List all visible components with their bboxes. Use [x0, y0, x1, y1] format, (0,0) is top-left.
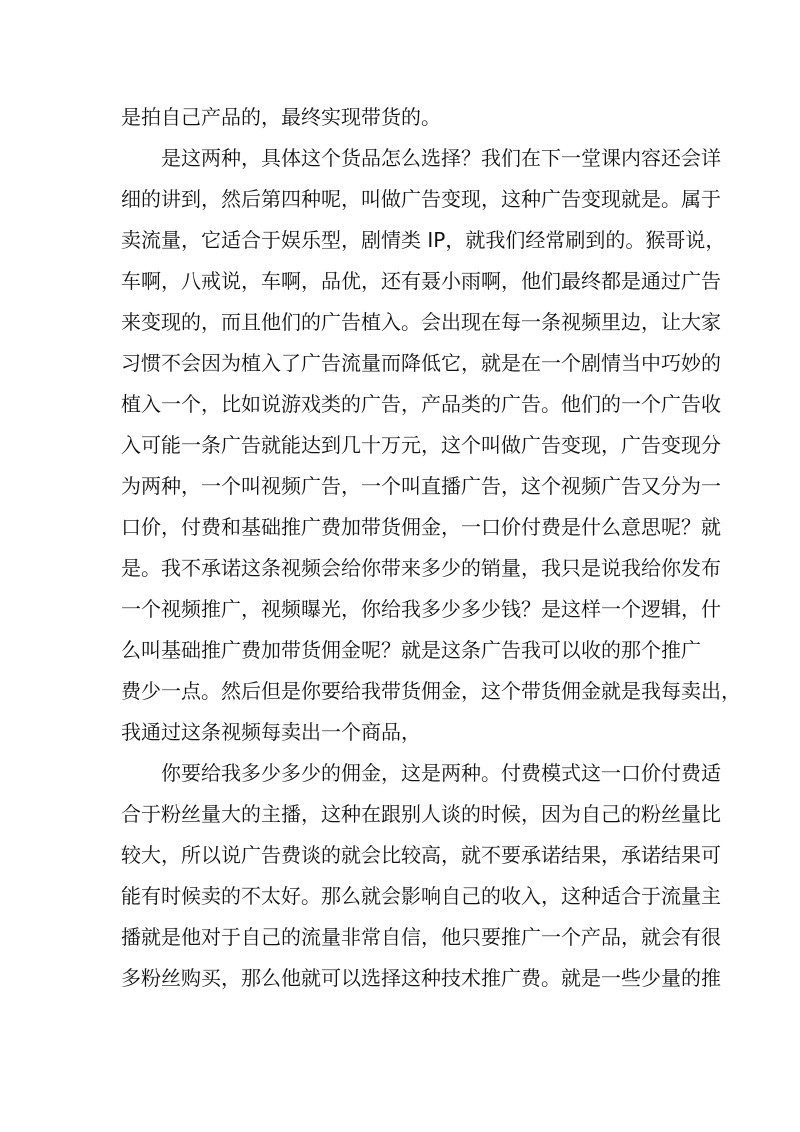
text-line: 来变现的，而且他们的广告植入。会出现在每一条视频里边，让大家 [121, 310, 721, 334]
text-line: 较大，所以说广告费谈的就会比较高，就不要承诺结果，承诺结果可 [121, 843, 721, 867]
text-line: 我通过这条视频每卖出一个商品， [121, 720, 421, 744]
text-line: 为两种，一个叫视频广告，一个叫直播广告，这个视频广告又分为一 [121, 474, 721, 498]
text-line: 车啊，八戒说，车啊，品优，还有聂小雨啊，他们最终都是通过广告 [121, 269, 721, 293]
text-line: 习惯不会因为植入了广告流量而降低它，就是在一个剧情当中巧妙的 [121, 351, 721, 375]
text-line: 一个视频推广，视频曝光，你给我多少多少钱？是这样一个逻辑，什 [121, 597, 721, 621]
text-line: 口价，付费和基础推广费加带货佣金，一口价付费是什么意思呢？就 [121, 515, 721, 539]
text-line: 能有时候卖的不太好。那么就会影响自己的收入，这种适合于流量主 [121, 884, 721, 908]
text-line: 你要给我多少多少的佣金，这是两种。付费模式这一口价付费适 [161, 761, 721, 785]
paragraph-2 [121, 138, 741, 753]
body-text [121, 97, 741, 999]
paragraph-1 [121, 97, 681, 138]
text-line: 合于粉丝量大的主播，这种在跟别人谈的时候，因为自己的粉丝量比 [121, 802, 721, 826]
text-line: 卖流量，它适合于娱乐型，剧情类 IP，就我们经常刷到的。猴哥说， [121, 228, 726, 252]
text-line: 是。我不承诺这条视频会给你带来多少的销量，我只是说我给你发布 [121, 556, 721, 580]
text-line: 植入一个，比如说游戏类的广告，产品类的广告。他们的一个广告收 [121, 392, 721, 416]
text-line: 细的讲到，然后第四种呢，叫做广告变现，这种广告变现就是。属于 [121, 187, 721, 211]
text-line: 是拍自己产品的，最终实现带货的。 [121, 105, 441, 129]
text-line: 费少一点。然后但是你要给我带货佣金，这个带货佣金就是我每卖出， [121, 679, 741, 703]
text-line: 是这两种，具体这个货品怎么选择？我们在下一堂课内容还会详 [161, 146, 721, 170]
text-line: 播就是他对于自己的流量非常自信，他只要推广一个产品，就会有很 [121, 925, 721, 949]
paragraph-3 [121, 753, 721, 999]
text-line: 多粉丝购买，那么他就可以选择这种技术推广费。就是一些少量的推 [121, 966, 721, 990]
text-line: 么叫基础推广费加带货佣金呢？就是这条广告我可以收的那个推广 [121, 638, 701, 662]
text-line: 入可能一条广告就能达到几十万元，这个叫做广告变现，广告变现分 [121, 433, 721, 457]
